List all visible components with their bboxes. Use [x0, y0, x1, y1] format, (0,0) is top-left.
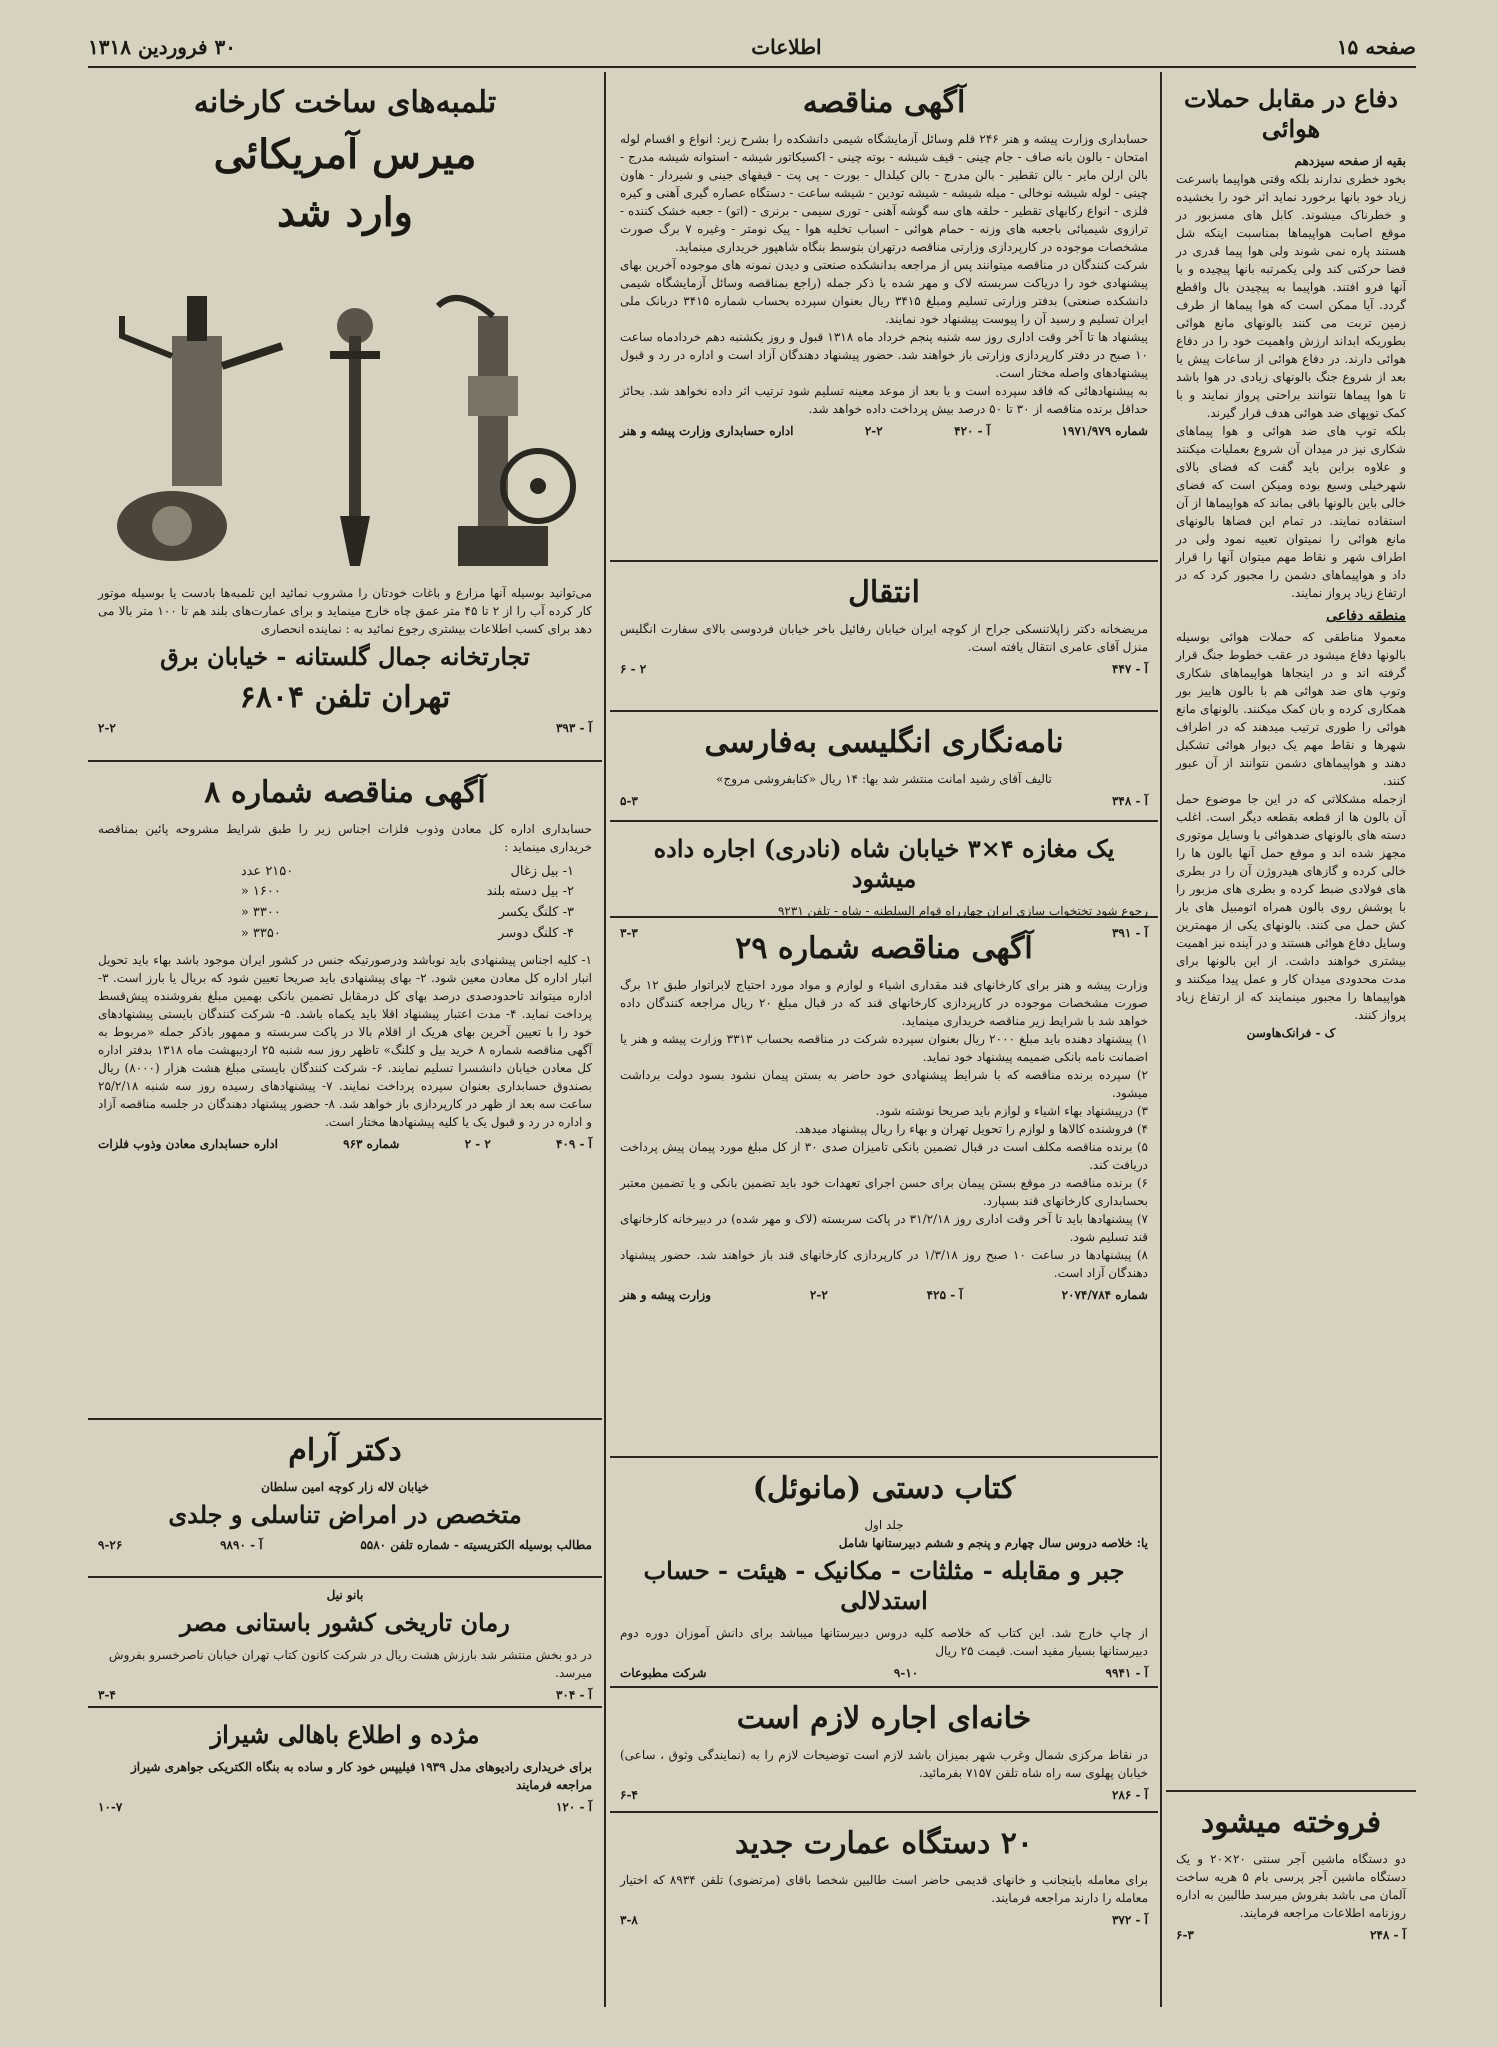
novel-title: رمان تاریخی کشور باستانی مصر: [180, 1608, 510, 1637]
tender-29-ad: [610, 918, 1158, 1458]
doctor-hours: مطالب بوسیله الکتریسیته - شماره تلفن ۵۵۸۰: [360, 1537, 592, 1552]
transfer-ref: آ - ۴۴۷: [1111, 661, 1148, 676]
sale-title: فروخته میشود: [1200, 1805, 1382, 1840]
radio-ref: آ - ۱۲۰: [555, 1800, 592, 1814]
manual-sub: جلد اول: [864, 1517, 904, 1532]
tender8-items: [98, 862, 592, 945]
tender29-dates: ۲-۲: [809, 1287, 828, 1302]
pumps-ad: [88, 72, 602, 762]
left-column: [88, 72, 602, 2007]
tender-footer: [620, 424, 1148, 438]
tender8-intro: حسابداری اداره کل معادن وذوب فلزات اجناس زیر را طبق شرایط مشروحه پائین بمناقصه خریداری مینماید :: [98, 821, 592, 854]
tender8-dates: ۲ - ۲: [464, 1136, 491, 1151]
doctor-specialty: متخصص در امراض تناسلی و جلدی: [168, 1499, 522, 1529]
article-para-1: بخود خطری ندارند بلکه وقتی هواپیما باسرعت زیاد خود بانها برخورد نماید اثر خود را بخشیده و خطرناک میشوند. کابل های مسزبور در موقع اصابت هواپیماها بمناسبت اینکه شل هستند پاره نمی شوند ولی هوا پیما قدری در فضا حرکتی کند ولی یکمرتبه بانها پیچیده و با آنها فرو افتند. هواپیما به پیچیدن بال واقطع گردد. آیا ممکن است که هوا پیماها از طرف زمین تربت می کنند بالونهای مانع هوائی بطوریکه ابداند ارزش واهمیت خود را در دفاع هوائی دارند. در دفاع هوائی از ساعات پیش یا بعد از شروع جنگ بالونهای زیادی در هوا باشد تا هوا پیماها نتوانند براحتی پرواز نمایند و با کمک توپهای ضد هوائی هدف قرار گیرند.: [1176, 172, 1406, 420]
tender29-item: ۵) برنده مناقصه مکلف است در قبال تضمین بانکی تامیزان صدی ۳۰ از کل مبلغ مورد پیمان پیش پرداخت دریافت کند.: [620, 1139, 1148, 1172]
manual-publisher: شرکت مطبوعات: [620, 1665, 707, 1680]
manual-body: از چاپ خارج شد. این کتاب که خلاصه کلیه دروس دبیرستانها میباشد برای دانش آموزان دوره دوم دبیرستانها بسیار مفید است. قیمت ۲۵ ریال: [620, 1625, 1148, 1658]
column-rule-left: [604, 72, 606, 2007]
novel-author: بانو نیل: [326, 1588, 364, 1602]
pumps-dates: ۲-۲: [98, 720, 116, 735]
manual-book-ad: [610, 1458, 1158, 1688]
tender29-item: ۲) سپرده برنده مناقصه که با شرایط پیشنهادی خود حاضر به بستن پیمان نشود بسود دولت برداشت میشود.: [620, 1067, 1148, 1100]
tender-ref-num: شماره ۱۹۷۱/۹۷۹: [1061, 423, 1148, 438]
building-ref: آ - ۳۷۲: [1111, 1912, 1148, 1927]
tender-body-4: به پیشنهادهائی که فاقد سپرده است و یا بعد از موعد معینه تسلیم شود ترتیب اثر داده نخواهد شد. بحائز حداقل برنده مناقصه از ۳۰ تا ۵۰ درصد بیش پرداخت داده خواهد شد.: [620, 383, 1148, 416]
pump-engine-illustration: [418, 276, 578, 576]
tender-ref: آ - ۴۲۰: [954, 423, 991, 438]
pumps-body: می‌توانید بوسیله آنها مزارع و باغات خودتان را مشروب نمائید این تلمبه‌ها بادست یا بوسیله موتور کار کرده آب را از ۲ تا ۴۵ متر عمق چاه خارج مینماید و برای عمارت‌های بلند هم تا ۱۰۰ متر بالا می دهد برای کسب اطلاعات بیشتری رجوع نمائید به : نماینده انحصاری: [98, 585, 593, 636]
building-dates: ۳-۸: [620, 1912, 638, 1927]
sale-dates: ۶-۳: [1176, 1927, 1194, 1942]
radio-dates: ۱۰-۷: [98, 1800, 123, 1814]
masthead: [88, 28, 1416, 68]
manual-ref: آ - ۹۹۴۱: [1105, 1665, 1148, 1680]
tender-ad: [610, 72, 1158, 562]
building-ad: [610, 1813, 1158, 1935]
hand-pump-rod-illustration: [320, 296, 390, 576]
doctor-title: دکتر آرام: [288, 1433, 402, 1468]
building-title: ۲۰ دستگاه عمارت جدید: [734, 1826, 1034, 1861]
tender29-item: ۷) پیشنهادها باید تا آخر وقت اداری روز ۳۱/۲/۱۸ در پاکت سربسته (لاک و مهر شده) در دبیرخانه کارخانهای قند تسلیم شود.: [620, 1211, 1148, 1244]
radio-ad: [88, 1708, 602, 1822]
novel-ref: آ - ۳۰۴: [555, 1688, 592, 1702]
article-subhead: منطقه دفاعی: [1326, 608, 1406, 624]
right-column: [1166, 72, 1416, 2007]
radio-footer: [98, 1800, 592, 1814]
pumps-footer: [98, 721, 592, 735]
pumps-title-2: میرس آمریکائی: [213, 130, 477, 178]
tender29-title: آگهی مناقصه شماره ۲۹: [735, 931, 1033, 966]
book-ad: [610, 712, 1158, 822]
column-rule-right: [1160, 72, 1162, 2007]
book-body: تالیف آقای رشید امانت منتشر شد بها: ۱۴ ریال «کتابفروشی مروج»: [716, 771, 1052, 786]
article-para-4: ازجمله مشکلاتی که در این جا موضوع حمل آن بالون ها از قطعه بقطعه دیگر است. اغلب دسته های بالونهای ضدهوائی با وسایل موتوری مجهز شده اند و موقع حمل آنها بالون ها را خالی کرده و گازهای هیدروژن آن را در بطری های فولادی ضبط کرده و بطری های مزبور را با پوشش روی بالون همراه اتومبیل های بار کش حمل می کنند. بالونهای یکی از مهمترین وسایل دفاع هوائی هستند و در آینده نیز اهمیت بیشتری خواهند داشت. از این بالونها برای مدت محدودی میدان کار و عمل پیدا میکنند و هواپیماها را مجبور مینمایند که از ارتفاع زیاد پرواز کنند.: [1176, 792, 1406, 1022]
tender29-item: ۳) درپیشنهاد بهاء اشیاء و لوازم باید صریحا نوشته شود.: [875, 1103, 1148, 1118]
shop-body: رجوع شود تختخواب سازی ایران چهارراه قوام السلطنه - شاه - تلفن ۹۲۳۱: [777, 904, 1148, 918]
tender8-title: آگهی مناقصه شماره ۸: [204, 775, 486, 810]
doctor-dates: ۹-۲۶: [98, 1537, 123, 1552]
pumps-title-1: تلمبه‌های ساخت کارخانه: [193, 85, 497, 120]
issue-date: ۳۰ فروردین ۱۳۱۸: [88, 35, 237, 59]
tender8-signer: اداره حسابداری معادن وذوب فلزات: [98, 1136, 278, 1151]
tender29-footer: [620, 1288, 1148, 1302]
sale-body: دو دستگاه ماشین آجر سنتی ۲۰×۲۰ و یک دستگاه ماشین آجر پرسی بام ۵ هریه ساخت آلمان می باشد بفروش میرسد طالبین به اداره روزنامه اطلاعات مراجعه فرمایند.: [1176, 1851, 1407, 1920]
house-ref: آ - ۲۸۶: [1111, 1787, 1148, 1802]
tender8-item: ۱- بیل زغال ۲۱۵۰ عدد: [240, 863, 574, 879]
tender-title: آگهی مناقصه: [802, 85, 966, 120]
tender8-footer: [98, 1137, 592, 1151]
house-footer: [620, 1788, 1148, 1802]
for-sale-ad: [1166, 1792, 1416, 1950]
house-body: در نقاط مرکزی شمال وغرب شهر بمیزان باشد لازم است توضیحات لازم را به (نمایندگی وثوق ، ساعی) خیابان پهلوی سه راه شاه تلفن ۷۱۵۷ بفرمائید.: [620, 1747, 1148, 1780]
pumps-phone: تهران تلفن ۶۸۰۴: [239, 679, 451, 715]
book-ref: آ - ۳۴۸: [1111, 793, 1148, 808]
tender29-signer: وزارت پیشه و هنر: [620, 1287, 712, 1302]
tender-signer: اداره حسابداری وزارت پیشه و هنر: [620, 423, 794, 438]
radio-body: برای خریداری رادیوهای مدل ۱۹۳۹ فیلیپس خود کار و ساده به بنگاه الکتریکی جواهری شیراز مراجعه فرمایند: [131, 1760, 592, 1792]
house-dates: ۶-۴: [620, 1787, 638, 1802]
tender29-ref-num: شماره ۲۰۷۴/۷۸۴: [1061, 1287, 1148, 1302]
shop-ref: آ - ۳۹۱: [1111, 926, 1148, 940]
tender-body: حسابداری وزارت پیشه و هنر ۲۴۶ قلم وسائل آزمایشگاه شیمی دانشکده را بشرح زیر: انواع و اقسام لوله امتحان - بالون بانه صاف - جام چینی - قیف شیشه - بوته چینی - اکسیکاتور شیشه - استوانه شیشه مدرج - بالن ارلن مایر - بالن تقطیر - بالن مدرج - بالن کیلدال - بورت - پی پت - قیفهای جینی و شیردار - هاون چینی - لوله شیشه نوخالی - میله شیشه - شیشه تودین - شیشه ساعت - دستگاه عصاره گیری آهنی و کیره فلزی - انواع رکابهای تقطیر - حلقه های سه گوشه آهنی - توری سیمی - برنری - (اتو) - جعبه خشک کننده - ترازوی شیمیائی باجعبه های وزنه - حمام هوائی - اسباب تخلیه هوا - پیک نومتر - وغیره ۷ برگ صورت مشخصات موجوده در کارپردازی وزارتی مناقصه درتهران بتوسط بنگاه شاهپور خریداری مینماید.: [620, 131, 1148, 254]
tender29-item: ۶) برنده مناقصه در موقع بستن پیمان برای حسن اجرای تعهدات خود باید تضمین بانکی و یا تضمین معتبر بحسابداری کارخانهای قند بسپارد.: [620, 1175, 1148, 1208]
article-para-3: معمولا مناطقی که حملات هوائی بوسیله بالونها دفاع میشود در عقب خطوط جنگ قرار گرفته اند و در اینجاها هواپیماهای شکاری وتوپ های ضد هوائی هم با بالون هاییز بور همکاری کرده و بان کمک میکنند. بالونهای مانع هوائی را طوری ترتیب میدهند که در اطراف شهرها و نقاط مهم یک دیوار هوائی تشکیل دهند و هواپیماهای دشمن نتوانند از آن عبور کنند.: [1176, 630, 1406, 788]
pitcher-pump-illustration: [112, 276, 292, 576]
novel-footer: [98, 1688, 592, 1702]
transfer-body: مریضخانه دکتر زاپلاتنسکی جراح از کوچه ایران خیابان رفائیل باخر خیابان فردوسی بالای سفارت انگلیس منزل آقای عامری انتقال یافته است.: [620, 621, 1148, 654]
tender29-intro: وزارت پیشه و هنر برای کارخانهای قند مقداری اشیاء و لوازم و مواد مورد احتیاج لابراتوار طبق ۱۲ برگ صورت مشخصات موجوده در کارپردازی کارخانهای قند که در قبال مبلغ ۲۰ ریال مراجعه کنندگان داده خواهد شد با شرایط زیر مناقصه خریداری مینماید.: [620, 977, 1148, 1028]
tender8-item: ۳- کلنگ یکسر ۳۳۰۰ «: [240, 905, 574, 921]
sale-footer: [1176, 1928, 1406, 1942]
sale-ref: آ - ۲۴۸: [1369, 1927, 1406, 1942]
novel-body: در دو بخش منتشر شد بارزش هشت ریال در شرکت کانون کتاب تهران خیابان ناصرخسرو بفروش میرسد.: [108, 1648, 592, 1680]
pumps-agent: تجارتخانه جمال گلستانه - خیابان برق: [160, 641, 530, 671]
radio-title: مژده و اطلاع باهالی شیراز: [210, 1720, 480, 1749]
pumps-ref: آ - ۳۹۳: [555, 720, 592, 735]
article-para-2: بلکه توپ های ضد هوائی و هوا پیماهای شکاری نیز در میدان آن شروع بعملیات میکنند و علاوه براین باید گفت که فضای بالای شهرخیلی وسیع بوده ومیکن است که فضای خالی باین بالونها باقی بماند که هواپیماها از آن استفاده نمایند. در تمام این فضاها بالونهای مانع هوائی را نمیتوان تعبیه نمود ولی در اطراف شهر و نقاط مهم میتوان آنها را قرار داد و هواپیماهای دشمن را مجبور کرد که در ارتفاع زیاد پرواز نمایند.: [1176, 424, 1406, 600]
doctor-ref: آ - ۹۸۹۰: [220, 1537, 263, 1552]
manual-topics: جبر و مقابله - مثلثات - مکانیک - هیئت - حساب استدلالی: [643, 1555, 1125, 1615]
manual-footer: [620, 1666, 1148, 1680]
building-footer: [620, 1913, 1148, 1927]
house-title: خانه‌ای اجاره لازم است: [736, 1701, 1032, 1736]
tender-dates: ۲-۲: [864, 423, 883, 438]
transfer-footer: [620, 662, 1148, 676]
shop-title: یک مغازه ۴×۳ خیابان شاه (نادری) اجاره داده میشود: [653, 834, 1115, 893]
manual-desc: یا: خلاصه دروس سال چهارم و پنجم و ششم دبیرستانها شامل: [838, 1535, 1148, 1550]
page-number: صفحه ۱۵: [1336, 35, 1416, 59]
tender-body-3: پیشنهاد ها تا آخر وقت اداری روز سه شنبه پنجم خرداد ماه ۱۳۱۸ قبول و روز یکشنبه دهم خردادماه ساعت ۱۰ صبح در دفتر کارپردازی وزارتی باز خواهند شد. حضور پیشنهاد دهندگان آزاد است و اداره در رد و قبول پیشنهادهای واصله مختار است.: [620, 329, 1149, 380]
doctor-address: خیابان لاله زار کوچه امین سلطان: [261, 1479, 429, 1494]
tender8-conditions: ۱- کلیه اجناس پیشنهادی باید نوباشد ودرصورتیکه جنس در کشور ایران موجود باشد بهاء باید تحویل انبار اداره کل معادن معین شود. ۲- بهای پیشنهادی باید صریحا تعیین شود که بریال یا بارز است. ۳- اداره میتواند تاحدودصدی درصد بهای کل درمقابل تضمین بانکی بهمین مبلغ بفروشنده پیش‌قسط پرداخت نماید. ۴- مدت اعتبار پیشنهاد اقلا باید یکماه باشد. ۵- شرکت کنندگان بایستی پیشنهادهای خود را با تعیین آخرین بهای هریک از اقلام بالا در پاکت سربسته و ممهور باذکر جمله «مربوط به آگهی مناقصه شماره ۸ خرید بیل و کلنگ» تاظهر روز سه شنبه ۲۵ اردیبهشت ماه ۱۳۱۸ بدفتر اداره کل معادن خیابان دانشسرا تسلیم نمایند. ۶- شرکت کنندگان بایستی مبلغ هشت هزار (۸۰۰۰) ریال بصندوق حسابداری بعنوان سپرده پرداخت نمایند. ۷- پیشنهادهای رسیده روز سه شنبه ۲۵/۲/۱۸ ساعت سه بعد از ظهر در کارپردازی باز خواهد شد. ۸- حضور پیشنهاد دهندگان در جلسه مناقصه آزاد و اداره در رد و قبول یک یا کلیه پیشنهادها مختار است.: [98, 952, 593, 1129]
tender8-item: ۲- بیل دسته بلند ۱۶۰۰ «: [240, 884, 574, 900]
tender-8-ad: [88, 762, 602, 1420]
book-dates: ۵-۳: [620, 793, 638, 808]
tender29-ref: آ - ۴۲۵: [926, 1287, 963, 1302]
doctor-ad: [88, 1420, 602, 1578]
novel-dates: ۳-۴: [98, 1688, 116, 1702]
continuation-note: بقیه از صفحه سیزدهم: [1294, 154, 1406, 168]
house-wanted-ad: [610, 1688, 1158, 1813]
transfer-title: انتقال: [848, 575, 920, 610]
tender29-item: ۱) پیشنهاد دهنده باید مبلغ ۲۰۰۰ ریال بعنوان سپرده شرکت در مناقصه بحساب ۳۳۱۳ وزارت پیشه و هنر یا اضمانت نامه بانکی ضمیمه پیشنهاد خود نماید.: [620, 1031, 1148, 1064]
manual-dates: ۹-۱۰: [893, 1665, 919, 1680]
middle-column: [610, 72, 1158, 2007]
shop-dates: ۳-۳: [620, 926, 638, 940]
shop-ad: [610, 822, 1158, 940]
book-title: نامه‌نگاری انگلیسی به‌فارسی: [704, 725, 1064, 760]
paper-name: اطلاعات: [751, 35, 822, 59]
air-defense-article: [1166, 72, 1416, 1792]
pumps-title-3: وارد شد: [277, 188, 413, 236]
book-footer: [620, 794, 1148, 808]
tender29-item: ۴) فروشنده کالاها و لوازم را تحویل تهران و بهاء را ریال پیشنهاد میدهد.: [794, 1121, 1148, 1136]
article-signature: ک - فرانک‌هاوسن: [1246, 1026, 1336, 1040]
doctor-footer: [98, 1538, 592, 1552]
manual-title: کتاب دستی (مانوئل): [752, 1471, 1016, 1506]
transfer-dates: ۲ - ۶: [620, 661, 647, 676]
tender8-ref: آ - ۴۰۹: [555, 1136, 592, 1151]
building-body: برای معامله باینجانب و خانهای قدیمی حاضر است طالبین شخصا باقای (مرتضوی) تلفن ۸۹۳۴ که اختیار معامله را دارند مراجعه فرمایند.: [620, 1872, 1148, 1905]
article-title: دفاع در مقابل حملات هوائی: [1184, 84, 1398, 143]
tender8-item: ۴- کلنگ دوسر ۳۳۵۰ «: [240, 925, 574, 941]
tender8-ref-num: شماره ۹۶۳: [343, 1136, 400, 1151]
transfer-ad: [610, 562, 1158, 712]
tender-body-2: شرکت کنندگان در مناقصه میتوانند پس از مراجعه بدانشکده صنعتی و دیدن نمونه های موجوده آخرین بهای پیشنهادی خود را دریاکت سربسته لاک و مهر شده با ذکر جمله (راجع بمناقصه وسائل آزمایشگاه شیمی دانشکده صنعتی) بدفتر وزارتی تسلیم ومبلغ ۳۴۱۵ ریال بعنوان سپرده بحساب شماره ۳۴۱۵ دربانک ملی ایران تسلیم و رسید آن را پیوست پیشنهاد خود نمایند.: [620, 257, 1149, 326]
tender29-item: ۸) پیشنهادها در ساعت ۱۰ صبح روز ۱/۳/۱۸ در کارپردازی کارخانهای قند باز خواهند شد. حضور پیشنهاد دهندگان آزاد است.: [620, 1247, 1148, 1280]
pump-illustrations: [98, 246, 592, 576]
novel-ad: [88, 1578, 602, 1708]
